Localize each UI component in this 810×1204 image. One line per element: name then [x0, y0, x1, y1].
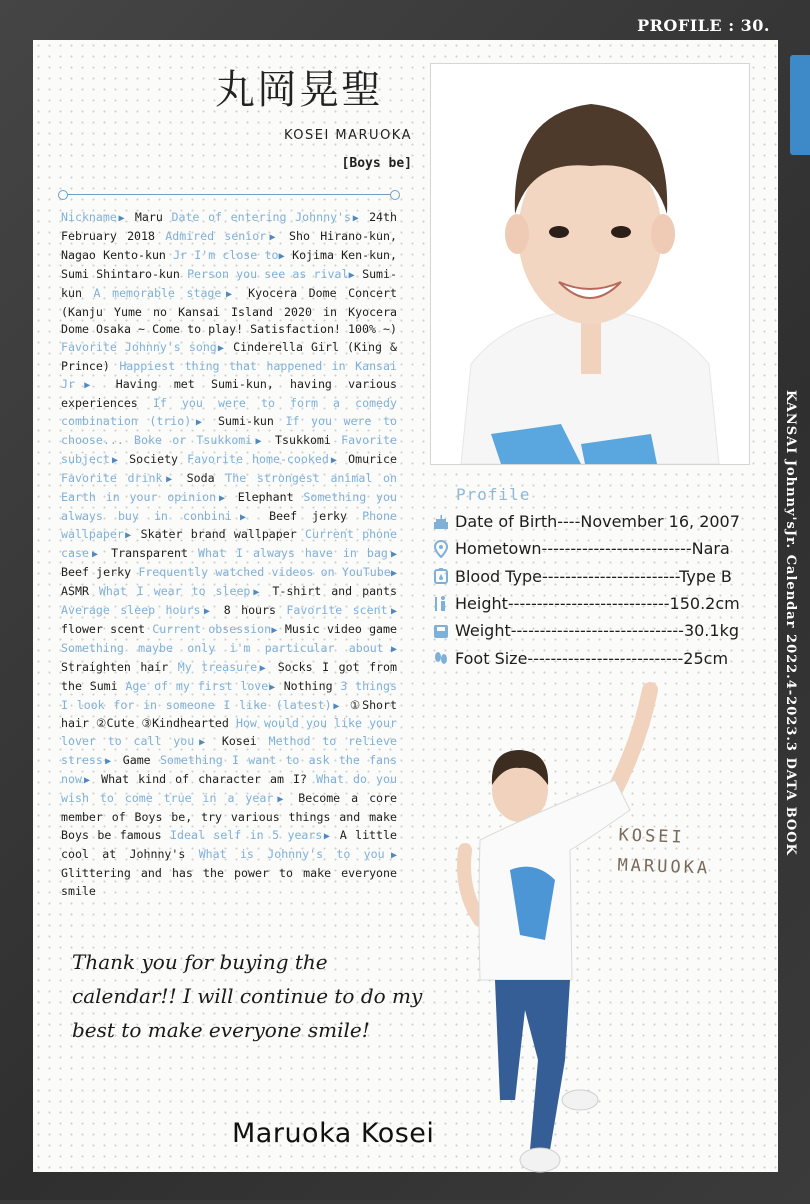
qa-question: If you were to choose... Boke or Tsukkomi	[61, 413, 397, 447]
arrow-icon: ▶	[221, 288, 237, 300]
qa-section	[61, 209, 397, 929]
arrow-icon: ▶	[351, 213, 361, 224]
arrow-icon: ▶	[257, 662, 269, 674]
scale-icon	[432, 622, 450, 640]
footprints-icon	[432, 649, 450, 667]
qa-question: Method to relieve stress	[61, 734, 397, 768]
qa-question: My treasure	[177, 659, 258, 674]
qa-question: Date of entering Johnny's	[171, 210, 352, 224]
arrow-icon: ▶	[200, 606, 214, 618]
arrow-icon: ▶	[88, 549, 102, 561]
arrow-icon: ▶	[81, 775, 93, 787]
qa-answer: 8 hours	[213, 603, 287, 618]
qa-question: Something maybe only i'm particular about	[61, 640, 384, 655]
name-english: KOSEI MARUOKA	[283, 128, 412, 143]
profile-row-text: Blood Type------------------------Type B	[455, 566, 732, 586]
qa-answer: flower scent	[61, 621, 153, 636]
signature: Maruoka Kosei	[232, 1118, 435, 1149]
arrow-icon: ▶	[322, 830, 332, 842]
arrow-icon: ▶	[273, 794, 288, 806]
qa-question: Nickname	[61, 210, 117, 224]
qa-answer: Having met Sumi-kun, having various experiences	[61, 377, 397, 411]
portrait-photo	[430, 63, 750, 465]
qa-answer: Omurice	[339, 451, 397, 466]
qa-answer: What kind of character am I?	[92, 772, 317, 787]
page-number-label: PROFILE : 30.	[637, 16, 770, 35]
qa-question: A memorable stage	[93, 285, 222, 300]
qa-answer: Cinderella Girl (King & Prince)	[61, 340, 397, 374]
profile-row	[432, 590, 752, 617]
profile-title: Profile	[456, 485, 531, 504]
qa-answer: Society	[120, 451, 188, 466]
arrow-icon: ▶	[390, 568, 397, 580]
profile-row-text: Weight------------------------------30.1kg	[455, 621, 739, 641]
arrow-icon: ▶	[191, 416, 207, 428]
qa-answer: 24th February 2018	[61, 210, 398, 243]
qa-question: Age of my first love	[125, 678, 269, 693]
arrow-icon: ▶	[387, 549, 397, 561]
profile-row-text: Date of Birth----November 16, 2007	[455, 512, 740, 532]
profile-row	[432, 508, 752, 535]
qa-answer: Straighten hair	[61, 659, 178, 674]
arrow-icon: ▶	[328, 454, 340, 466]
arrow-icon: ▶	[252, 435, 265, 447]
arrow-icon: ▶	[116, 213, 127, 224]
qa-question: Person you see as rival	[187, 266, 349, 281]
qa-question: Frequently watched videos on YouTube	[138, 565, 391, 580]
qa-question: What I always have in bag	[197, 546, 388, 561]
qa-answer: Skater brand wallpaper	[132, 527, 305, 542]
qa-answer: ASMR	[61, 584, 99, 599]
qa-question: Happiest thing that happened in Kansai Jr	[61, 359, 397, 392]
profile-row-text: Foot Size---------------------------25cm	[455, 648, 729, 668]
qa-answer: Game	[113, 753, 160, 768]
arrow-icon: ▶	[74, 380, 100, 392]
qa-question: What do you wish to come true in a year	[61, 772, 397, 806]
qa-answer: Soda	[175, 470, 226, 485]
arrow-icon: ▶	[331, 700, 342, 712]
arrow-icon: ▶	[384, 849, 397, 861]
qa-answer: Kojima Ken-kun, Sumi Shintaro-kun	[61, 247, 398, 281]
divider-dot-left	[58, 190, 68, 200]
profile-row-text: Hometown--------------------------Nara	[455, 539, 730, 559]
arrow-icon: ▶	[268, 681, 276, 693]
qa-answer: Transparent	[101, 546, 198, 561]
handwritten-name-line1: KOSEI	[618, 825, 686, 848]
qa-answer: Sumi-kun	[61, 266, 397, 300]
qa-question: Favorite home-cooked	[187, 451, 329, 466]
qa-question: Jr I'm close to	[173, 247, 279, 262]
qa-question: If you were to form a comedy combination (trio)	[61, 396, 397, 428]
arrow-icon: ▶	[109, 454, 121, 466]
height-icon	[432, 595, 450, 613]
arrow-icon: ▶	[266, 231, 279, 243]
qa-answer: Glittering and has the power to make everyone smile	[61, 865, 397, 898]
qa-answer: Sumi-kun	[206, 413, 286, 428]
arrow-icon: ▶	[231, 511, 255, 523]
cake-icon	[432, 513, 450, 531]
qa-question: Phone wallpaper	[61, 508, 397, 542]
group-name: [Boys be]	[341, 156, 412, 171]
full-body-photo	[440, 680, 680, 1200]
qa-answer: Kosei	[210, 734, 269, 749]
profile-row	[432, 563, 752, 590]
qa-question: Current obsession	[152, 621, 272, 636]
side-tab	[790, 55, 810, 155]
arrow-icon: ▶	[194, 737, 210, 749]
profile-row	[432, 535, 752, 562]
side-caption: KANSAI Johnny'sJr. Calendar 2022.4-2023.3 DATA BOOK	[783, 390, 798, 856]
arrow-icon: ▶	[271, 624, 278, 636]
arrow-icon: ▶	[387, 606, 397, 618]
qa-question: The strongest animal on Earth in your opinion	[61, 470, 397, 504]
qa-answer: Music video game	[277, 621, 397, 636]
arrow-icon: ▶	[383, 643, 397, 655]
qa-answer: Become a core member of Boys be, try various things and make Boys be famous	[61, 791, 397, 842]
profile-row	[432, 644, 752, 671]
qa-answer: Nothing	[275, 678, 341, 693]
arrow-icon: ▶	[123, 530, 133, 542]
qa-answer: Socks I got from the Sumi	[61, 659, 397, 693]
qa-question: What is Johnny's to you	[198, 846, 385, 861]
arrow-icon: ▶	[216, 492, 228, 504]
qa-answer: ①Short hair ②Cute ③Kindhearted	[61, 697, 397, 731]
location-pin-icon	[432, 540, 450, 558]
divider-line	[62, 194, 396, 195]
profile-list	[432, 508, 752, 672]
arrow-icon: ▶	[162, 473, 176, 485]
qa-question: Favorite Johnny's song	[61, 340, 217, 355]
qa-question: Ideal self in 5 years	[170, 827, 323, 842]
qa-question: Favorite subject	[61, 432, 397, 466]
name-japanese: 丸岡晃聖	[215, 67, 383, 113]
profile-row	[432, 617, 752, 644]
blood-bag-icon	[432, 567, 450, 585]
qa-answer: T-shirt and pants	[262, 584, 397, 599]
qa-question: Favorite drink	[61, 470, 163, 485]
arrow-icon: ▶	[348, 269, 355, 281]
handwritten-name	[617, 820, 712, 883]
qa-answer: Sho Hirano-kun, Nagao Kento-kun	[61, 228, 397, 262]
qa-question: Something I want to ask the fans now	[61, 753, 397, 787]
qa-question: Favorite scent	[286, 603, 388, 618]
arrow-icon: ▶	[278, 250, 285, 262]
qa-answer: Tsukkomi	[264, 432, 342, 447]
qa-answer: Maru	[126, 210, 172, 224]
qa-answer: Elephant	[227, 489, 304, 504]
qa-answer: A little cool at Johnny's	[61, 827, 397, 861]
qa-question: Average sleep hours	[61, 603, 201, 618]
arrow-icon: ▶	[216, 343, 226, 355]
qa-question: What I wear to sleep	[98, 584, 251, 599]
handwritten-message: Thank you for buying the calendar!! I will continue to do my best to make everyone smile!	[72, 950, 423, 1042]
qa-answer: Beef jerky	[254, 508, 363, 523]
divider-dot-right	[390, 190, 400, 200]
profile-row-text: Height----------------------------150.2cm	[455, 594, 740, 614]
handwritten-name-line2: MARUOKA	[617, 855, 711, 879]
qa-question: How would you like your lover to call you	[61, 716, 397, 749]
arrow-icon: ▶	[102, 756, 114, 768]
qa-question: 3 things I look for in someone I like (latest)	[61, 678, 397, 712]
qa-question: Current phone case	[61, 527, 397, 561]
arrow-icon: ▶	[250, 587, 263, 599]
qa-answer: Kyocera Dome Concert (Kanju Yume no Kansai Island 2020 in Kyocera Dome Osaka ~ Come to play! Satisfaction! 100% ~)	[61, 285, 397, 337]
qa-answer: Beef jerky	[61, 565, 139, 580]
qa-question: Something you always buy in conbini	[61, 489, 397, 523]
qa-question: Admired senior	[165, 228, 267, 243]
